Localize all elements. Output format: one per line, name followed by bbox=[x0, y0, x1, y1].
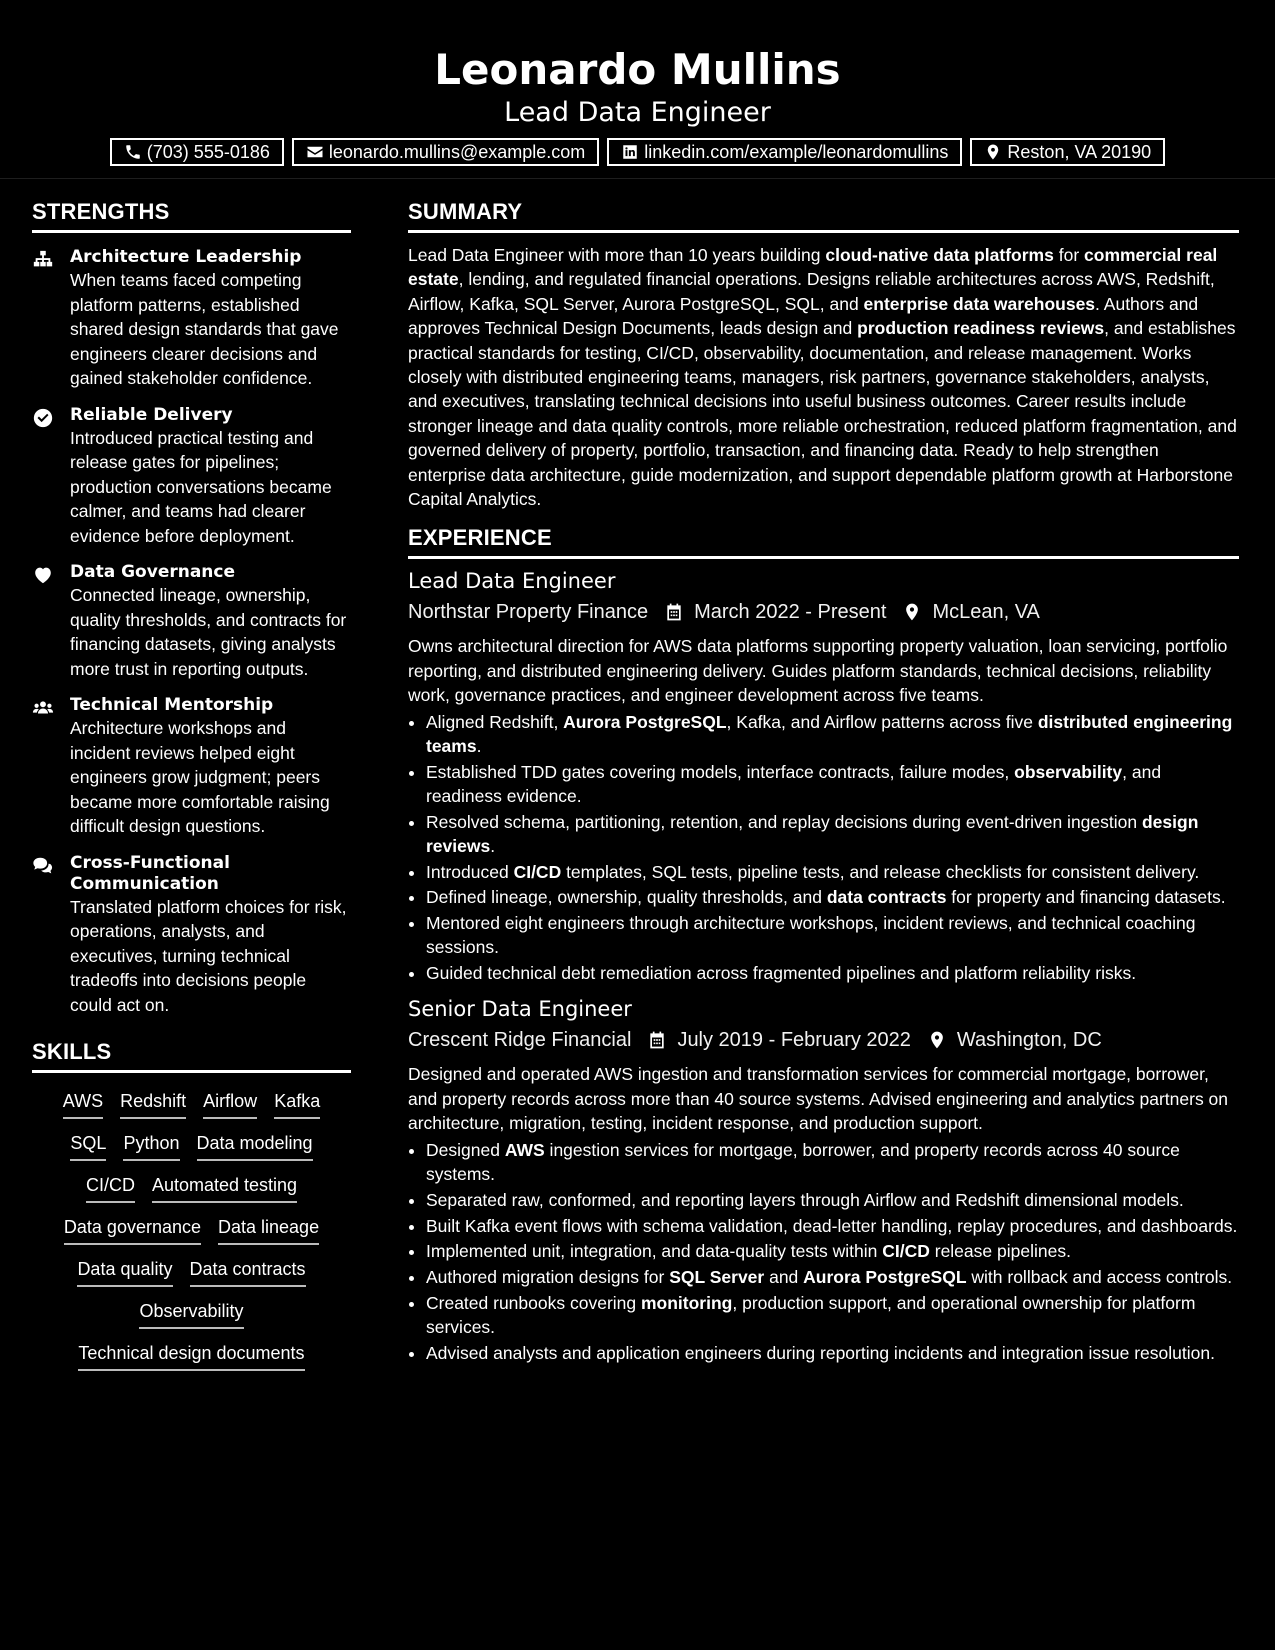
skills-heading: SKILLS bbox=[32, 1039, 351, 1073]
job-bullet: • Created runbooks covering monitoring, production support, and operational ownership for platform services. bbox=[426, 1291, 1239, 1339]
skills-list bbox=[32, 1089, 351, 1371]
job-bullet: • Resolved schema, partitioning, retention, and replay decisions during event-driven ingestion design reviews. bbox=[426, 810, 1239, 858]
skill-tag: Kafka bbox=[274, 1089, 320, 1119]
job-bullet: • Guided technical debt remediation across fragmented pipelines and platform reliability risks. bbox=[426, 961, 1239, 985]
strengths-heading: STRENGTHS bbox=[32, 199, 351, 233]
users-icon bbox=[32, 697, 54, 719]
job-bullet: • Implemented unit, integration, and data-quality tests within CI/CD release pipelines. bbox=[426, 1239, 1239, 1263]
job-entry bbox=[408, 567, 1239, 985]
job-dates: July 2019 - February 2022 bbox=[677, 1029, 911, 1052]
job-bullet: • Advised analysts and application engineers during reporting incidents and integration issue resolution. bbox=[426, 1341, 1239, 1365]
job-bullet: • Separated raw, conformed, and reporting layers through Airflow and Redshift dimensional models. bbox=[426, 1188, 1239, 1212]
job-bullet: • Defined lineage, ownership, quality thresholds, and data contracts for property and financing datasets. bbox=[426, 885, 1239, 909]
summary-text: Lead Data Engineer with more than 10 years building cloud-native data platforms for commercial real estate, lending, and regulated financial operations. Designs reliable architectures across AWS, Redshift, Airflow, Kafka, SQL Server, Aurora PostgreSQL, SQL, and enterprise data warehouses. Authors and approves Technical Design Documents, leads design and production readiness reviews, and establishes practical standards for testing, CI/CD, observability, documentation, and release management. Works closely with distributed engineering teams, managers, risk partners, governance stakeholders, analysts, and executives, translating technical decisions into useful business outcomes. Career results include stronger lineage and data quality controls, more reliable orchestration, reduced platform fragmentation, and governed delivery of property, portfolio, transaction, and financing data. Ready to help strengthen enterprise data architecture, guide modernization, and support dependable platform growth at Harborstone Capital Analytics. bbox=[408, 245, 1237, 510]
strength-title: Data Governance bbox=[70, 562, 236, 582]
job-description: Designed and operated AWS ingestion and transformation services for commercial mortgage, borrower, and property records across more than 40 source systems. Advised engineering and analytics partners on architecture, migration, testing, incident response, and production support. bbox=[408, 1064, 1229, 1134]
strength-item bbox=[32, 562, 351, 681]
job-title: Lead Data Engineer bbox=[408, 569, 616, 594]
envelope-icon bbox=[306, 143, 324, 161]
job-bullet: • Introduced CI/CD templates, SQL tests, pipeline tests, and release checklists for consistent delivery. bbox=[426, 860, 1239, 884]
contact-email-text: leonardo.mullins@example.com bbox=[328, 141, 586, 162]
strength-title: Technical Mentorship bbox=[70, 695, 274, 715]
job-bullets bbox=[408, 710, 1239, 986]
strength-text: Introduced practical testing and release gates for pipelines; production conversations became calmer, and teams had clearer evidence before deployment. bbox=[70, 427, 332, 546]
skill-tag: Python bbox=[123, 1131, 179, 1161]
sitemap-icon bbox=[32, 249, 54, 271]
job-entry bbox=[408, 995, 1239, 1365]
contact-linkedin-text: linkedin.com/example/leonardomullins bbox=[644, 141, 949, 162]
job-bullet: • Mentored eight engineers through architecture workshops, incident reviews, and technical coaching sessions. bbox=[426, 911, 1239, 959]
strength-text: When teams faced competing platform patterns, established shared design standards that gave engineers clearer decisions and gained stakeholder confidence. bbox=[70, 270, 339, 388]
skill-tag: Data quality bbox=[77, 1257, 172, 1287]
map-pin-icon bbox=[902, 602, 922, 622]
map-pin-icon bbox=[927, 1030, 947, 1050]
contact-location bbox=[970, 138, 1165, 166]
skill-tag: Data contracts bbox=[190, 1257, 306, 1287]
job-company: Crescent Ridge Financial bbox=[408, 1029, 632, 1052]
contact-phone-text: (703) 555-0186 bbox=[146, 141, 270, 162]
contact-linkedin[interactable] bbox=[607, 138, 962, 166]
job-location: McLean, VA bbox=[932, 601, 1040, 624]
job-title: Senior Data Engineer bbox=[408, 997, 632, 1022]
job-bullet: • Established TDD gates covering models, interface contracts, failure modes, observability, and readiness evidence. bbox=[426, 760, 1239, 808]
strength-text: Connected lineage, ownership, quality thresholds, and contracts for financing datasets, giving analysts more trust in reporting outputs. bbox=[70, 585, 347, 679]
strength-item bbox=[32, 853, 351, 1018]
contact-location-text: Reston, VA 20190 bbox=[1007, 141, 1152, 162]
resume-header bbox=[0, 0, 1275, 179]
strength-item bbox=[32, 247, 351, 391]
candidate-title: Lead Data Engineer bbox=[504, 97, 771, 128]
calendar-icon bbox=[664, 602, 684, 622]
heart-icon bbox=[32, 564, 54, 586]
skill-tag: Data lineage bbox=[218, 1215, 319, 1245]
left-column bbox=[32, 179, 351, 1371]
strength-text: Architecture workshops and incident reviews helped eight engineers grow judgment; peers became more comfortable raising difficult design questions. bbox=[70, 718, 330, 836]
contact-bar bbox=[0, 138, 1275, 166]
candidate-name: Leonardo Mullins bbox=[434, 45, 841, 94]
strength-title: Reliable Delivery bbox=[70, 404, 233, 425]
contact-email[interactable] bbox=[292, 138, 599, 166]
job-bullet: • Aligned Redshift, Aurora PostgreSQL, Kafka, and Airflow patterns across five distributed engineering teams. bbox=[426, 710, 1239, 758]
skill-tag: Redshift bbox=[120, 1089, 186, 1119]
skill-tag: Data modeling bbox=[197, 1131, 313, 1161]
skill-tag: CI/CD bbox=[86, 1173, 135, 1203]
skill-tag: Technical design documents bbox=[78, 1341, 304, 1371]
job-meta bbox=[408, 1025, 1239, 1055]
strength-text: Translated platform choices for risk, operations, analysts, and executives, turning technical tradeoffs into decisions people could act on. bbox=[70, 896, 347, 1015]
skill-tag: Observability bbox=[139, 1299, 243, 1329]
check-circle-icon bbox=[32, 407, 54, 429]
job-company: Northstar Property Finance bbox=[408, 601, 649, 624]
job-location: Washington, DC bbox=[956, 1029, 1102, 1052]
job-bullets bbox=[408, 1138, 1239, 1365]
job-dates: March 2022 - Present bbox=[694, 601, 887, 624]
job-bullet: • Built Kafka event flows with schema validation, dead-letter handling, replay procedures, and dashboards. bbox=[426, 1214, 1239, 1238]
skill-tag: Data governance bbox=[64, 1215, 201, 1245]
comments-icon bbox=[32, 855, 54, 877]
summary-heading: SUMMARY bbox=[408, 199, 1239, 233]
strength-title: Cross-Functional Communication bbox=[70, 852, 230, 894]
job-bullet: • Designed AWS ingestion services for mortgage, borrower, and property records across 40 source systems. bbox=[426, 1138, 1239, 1186]
right-column bbox=[408, 179, 1239, 1371]
skill-tag: AWS bbox=[63, 1089, 103, 1119]
experience-heading: EXPERIENCE bbox=[408, 525, 1239, 559]
map-pin-icon bbox=[984, 143, 1002, 161]
skill-tag: Automated testing bbox=[152, 1173, 297, 1203]
strength-title: Architecture Leadership bbox=[70, 247, 302, 267]
calendar-icon bbox=[647, 1030, 667, 1050]
strength-item bbox=[32, 695, 351, 839]
contact-phone[interactable] bbox=[110, 138, 284, 166]
job-meta bbox=[408, 597, 1239, 627]
skill-tag: Airflow bbox=[203, 1089, 257, 1119]
linkedin-icon bbox=[621, 143, 639, 161]
skill-tag: SQL bbox=[70, 1131, 106, 1161]
strength-item bbox=[32, 405, 351, 549]
job-bullet: • Authored migration designs for SQL Server and Aurora PostgreSQL with rollback and access controls. bbox=[426, 1265, 1239, 1289]
phone-icon bbox=[124, 143, 142, 161]
job-description: Owns architectural direction for AWS data platforms supporting property valuation, loan servicing, portfolio reporting, and distributed engineering delivery. Guides platform standards, technical decisions, reliability work, governance practices, and engineer development across five teams. bbox=[408, 636, 1228, 706]
